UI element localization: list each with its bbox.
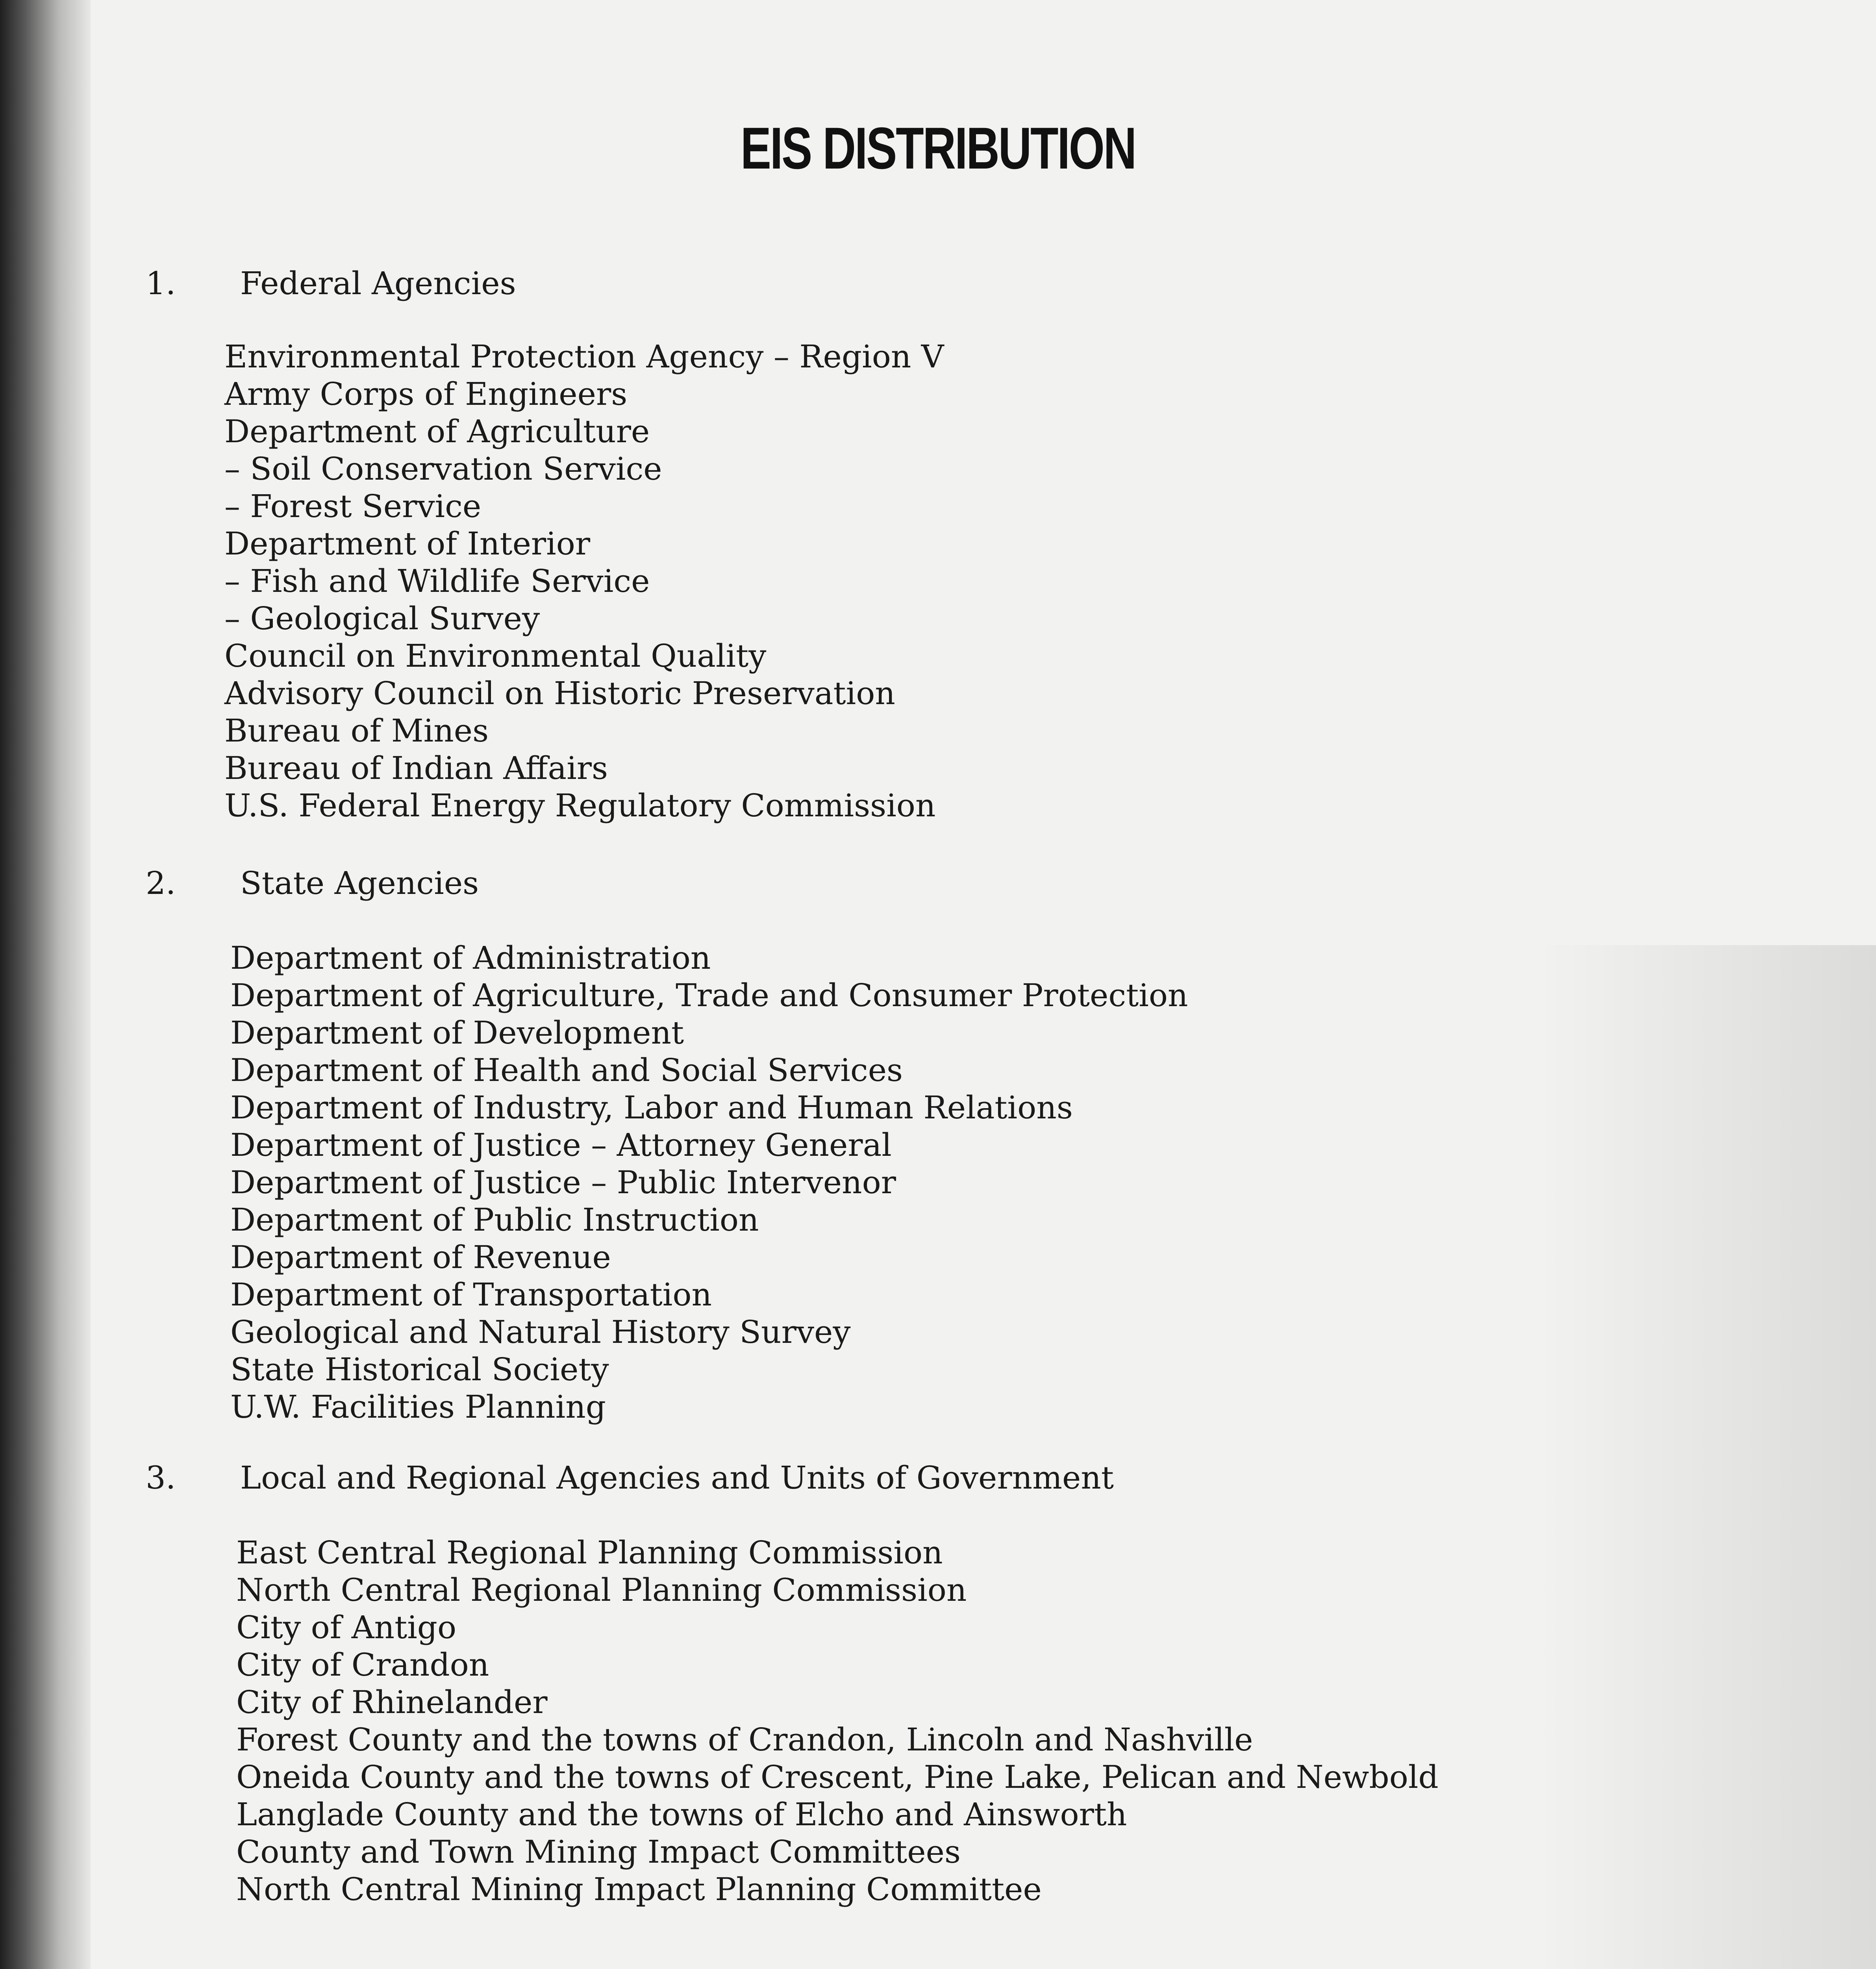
list-item: – Geological Survey <box>224 600 540 637</box>
section-number: 3. <box>146 1459 176 1496</box>
list-item: Department of Industry, Labor and Human Relations <box>230 1089 1073 1126</box>
section-1-heading <box>146 265 516 302</box>
list-item: Army Corps of Engineers <box>224 376 628 412</box>
list-item: – Forest Service <box>224 488 482 525</box>
list-item: County and Town Mining Impact Committees <box>236 1834 961 1870</box>
list-item: Department of Development <box>230 1014 684 1051</box>
list-item: – Soil Conservation Service <box>224 451 662 487</box>
local-regional-agencies-list <box>236 1534 1439 1908</box>
section-title: Federal Agencies <box>240 265 516 302</box>
list-item: East Central Regional Planning Commission <box>236 1534 943 1571</box>
list-item: North Central Mining Impact Planning Committee <box>236 1871 1042 1908</box>
section-3-heading <box>146 1459 1114 1497</box>
list-item: Department of Interior <box>224 525 591 562</box>
list-item: Bureau of Mines <box>224 712 489 749</box>
list-item: Department of Justice – Attorney General <box>230 1127 892 1163</box>
list-item: Advisory Council on Historic Preservation <box>224 675 895 712</box>
section-2-heading <box>146 864 479 902</box>
page-title: EIS DISTRIBUTION <box>740 115 1136 181</box>
section-number: 2. <box>146 865 176 901</box>
list-item: Department of Administration <box>230 940 711 976</box>
list-item: Department of Revenue <box>230 1239 611 1276</box>
list-item: Department of Public Instruction <box>230 1201 759 1238</box>
page-shading <box>1535 945 1876 1969</box>
list-item: Langlade County and the towns of Elcho and Ainsworth <box>236 1796 1127 1833</box>
list-item: U.W. Facilities Planning <box>230 1389 606 1425</box>
list-item: Bureau of Indian Affairs <box>224 750 608 786</box>
list-item: Department of Justice – Public Intervenor <box>230 1164 896 1201</box>
list-item: North Central Regional Planning Commission <box>236 1572 967 1608</box>
list-item: Department of Agriculture, Trade and Consumer Protection <box>230 977 1188 1014</box>
state-agencies-list <box>230 939 1188 1426</box>
list-item: Oneida County and the towns of Crescent, Pine Lake, Pelican and Newbold <box>236 1759 1439 1795</box>
book-spine-shadow <box>0 0 91 1969</box>
list-item: Council on Environmental Quality <box>224 638 767 674</box>
list-item: Department of Agriculture <box>224 413 650 450</box>
list-item: Department of Health and Social Services <box>230 1052 903 1088</box>
list-item: U.S. Federal Energy Regulatory Commission <box>224 787 936 824</box>
list-item: City of Crandon <box>236 1646 489 1683</box>
list-item: Forest County and the towns of Crandon, Lincoln and Nashville <box>236 1721 1253 1758</box>
list-item: City of Rhinelander <box>236 1684 548 1721</box>
section-title: Local and Regional Agencies and Units of Government <box>240 1459 1114 1496</box>
list-item: Department of Transportation <box>230 1276 712 1313</box>
section-title: State Agencies <box>240 865 479 901</box>
federal-agencies-list <box>224 338 944 824</box>
list-item: State Historical Society <box>230 1351 609 1388</box>
list-item: Environmental Protection Agency – Region V <box>224 338 944 375</box>
list-item: Geological and Natural History Survey <box>230 1314 851 1350</box>
list-item: City of Antigo <box>236 1609 457 1646</box>
list-item: – Fish and Wildlife Service <box>224 563 650 599</box>
section-number: 1. <box>146 265 176 302</box>
